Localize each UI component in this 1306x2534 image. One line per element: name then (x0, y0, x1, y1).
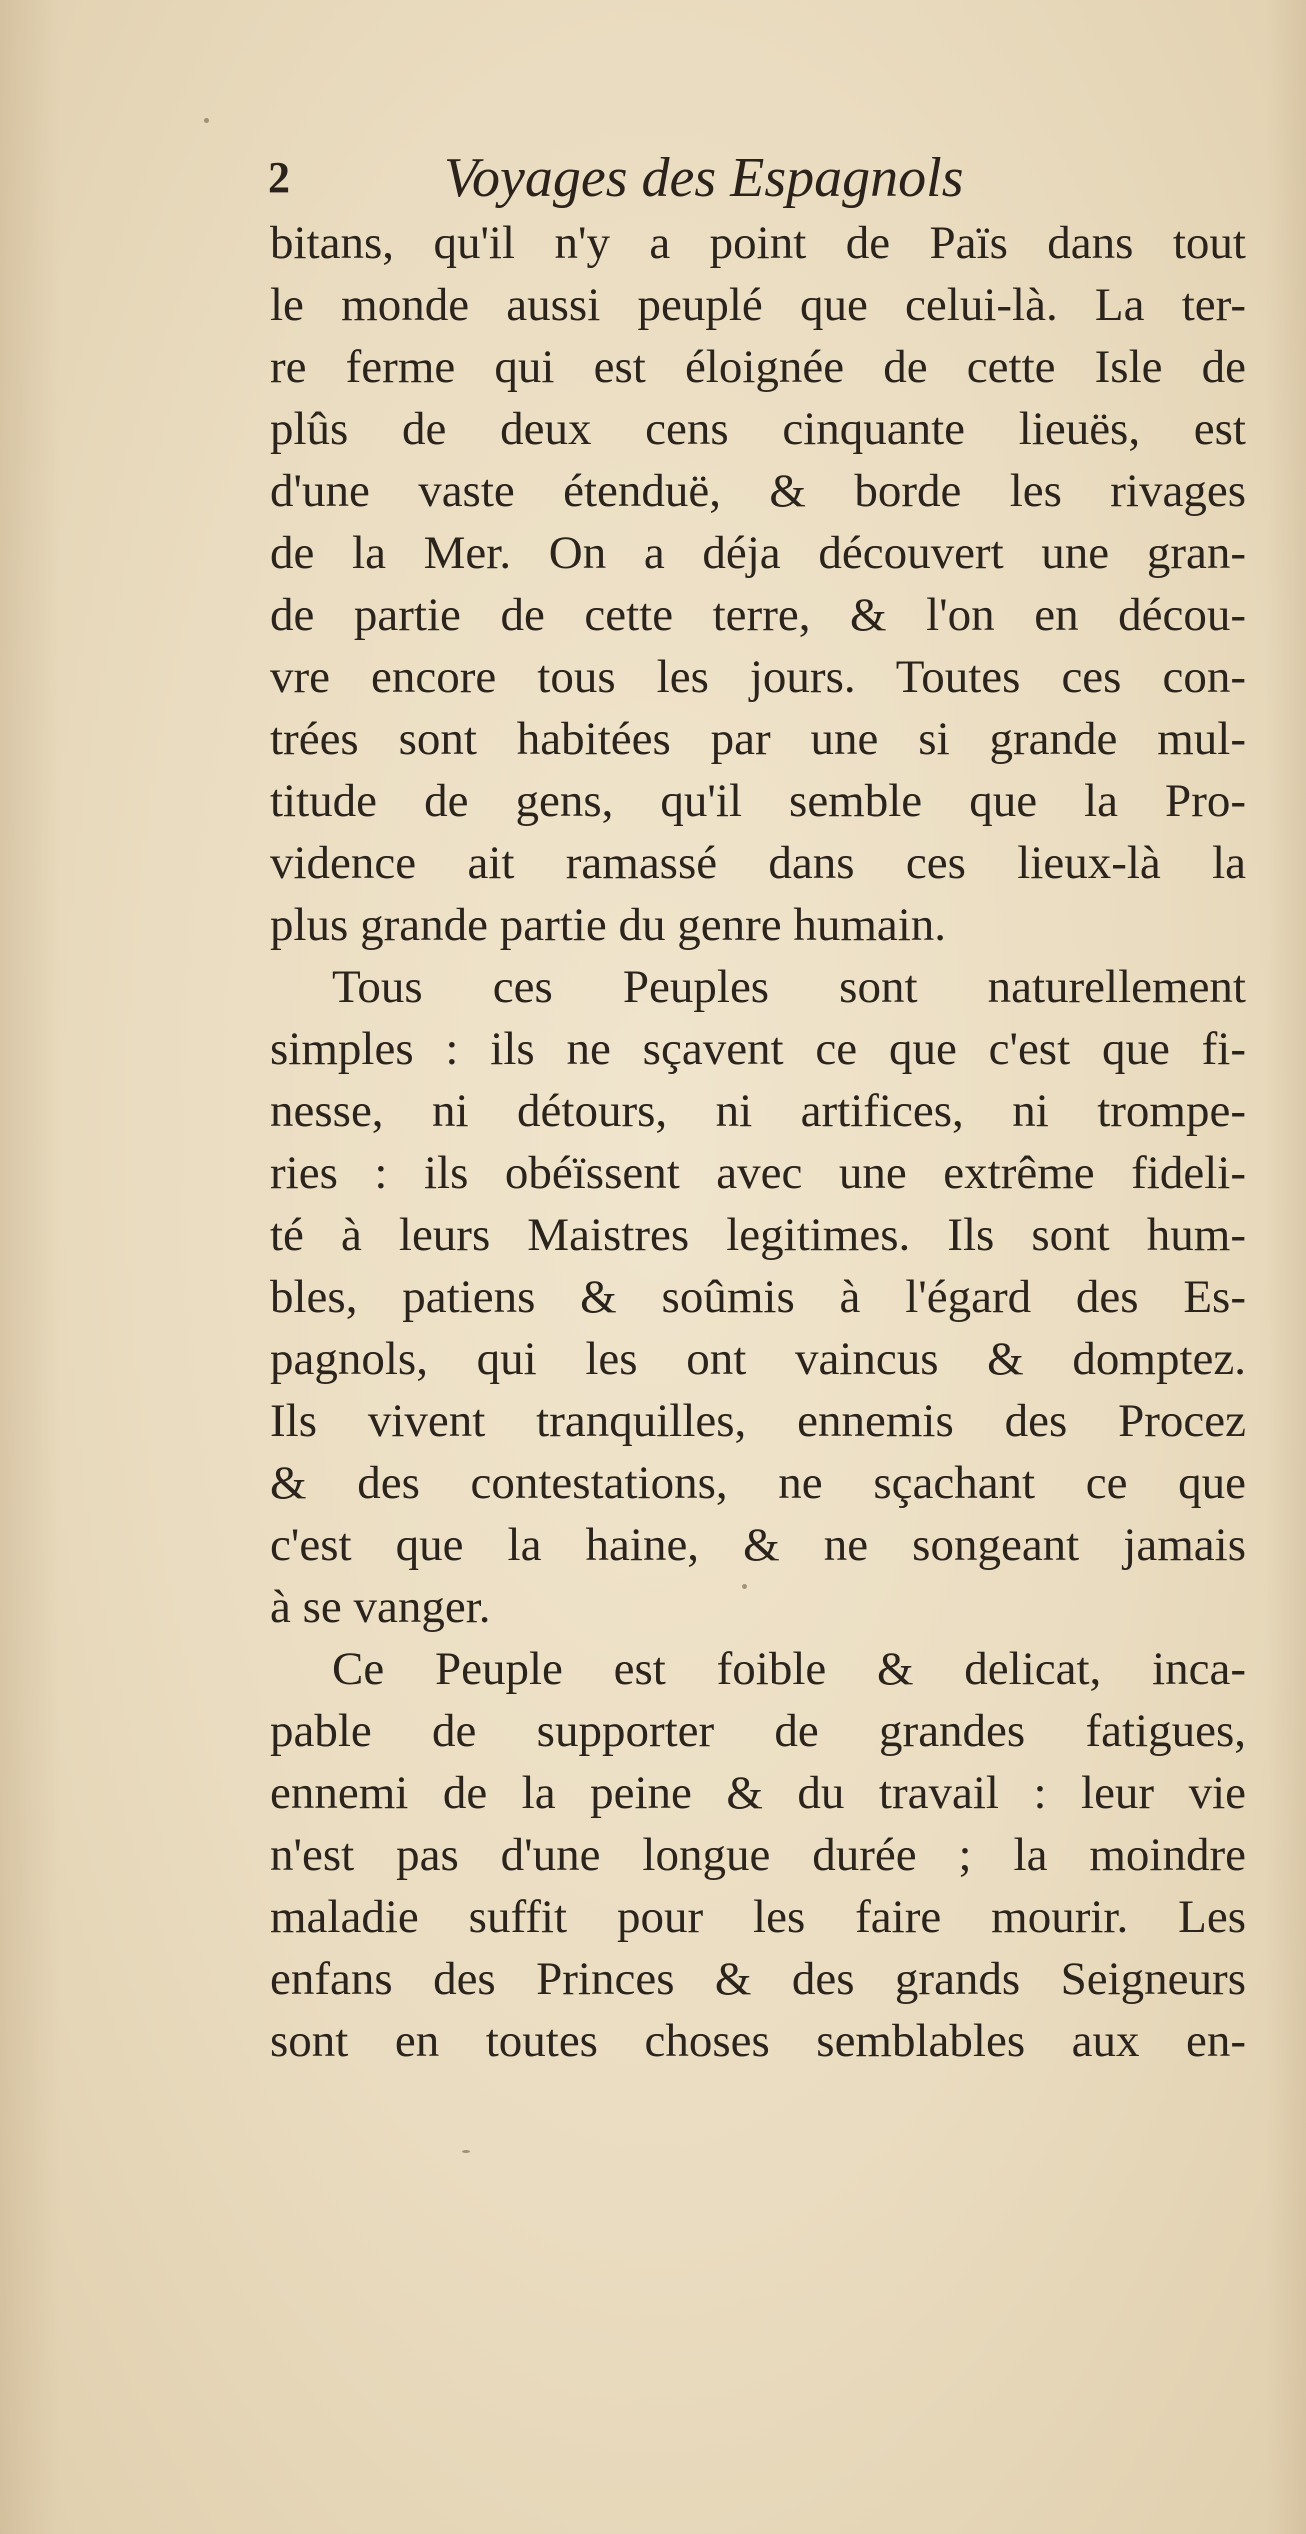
paragraph-first-line: Tous ces Peuples sont naturellement (332, 961, 1246, 1013)
text-line: nesse, ni détours, ni artifices, ni trompe- (270, 1085, 1246, 1137)
text-line: bles, patiens & soûmis à l'égard des Es- (270, 1271, 1246, 1323)
text-line: de partie de cette terre, & l'on en décou- (270, 589, 1246, 641)
text-line: & des contestations, ne sçachant ce que (270, 1457, 1246, 1509)
text-line: simples : ils ne sçavent ce que c'est que fi- (270, 1023, 1246, 1075)
text-line: plus grande partie du genre humain. (270, 899, 947, 951)
page-gutter-shadow (0, 0, 60, 2534)
text-line: n'est pas d'une longue durée ; la moindre (270, 1829, 1246, 1881)
text-line: le monde aussi peuplé que celui-là. La ter- (270, 279, 1246, 331)
paragraph-first-line: Ce Peuple est foible & delicat, inca- (332, 1643, 1246, 1695)
text-line: Ils vivent tranquilles, ennemis des Procez (270, 1395, 1246, 1447)
text-line: pagnols, qui les ont vaincus & domptez. (270, 1333, 1246, 1385)
body-text (270, 212, 1246, 2072)
text-line: vidence ait ramassé dans ces lieux-là la (270, 837, 1246, 889)
text-line: ennemi de la peine & du travail : leur vie (270, 1767, 1246, 1819)
text-line: trées sont habitées par une si grande mul- (270, 713, 1246, 765)
running-title: Voyages des Espagnols (444, 147, 964, 209)
text-line: bitans, qu'il n'y a point de Païs dans tout (270, 217, 1246, 269)
text-line: de la Mer. On a déja découvert une gran- (270, 527, 1246, 579)
text-line: d'une vaste étenduë, & borde les rivages (270, 465, 1246, 517)
text-line: pable de supporter de grandes fatigues, (270, 1705, 1246, 1757)
page-edge-shadow (1266, 0, 1306, 2534)
text-line: re ferme qui est éloignée de cette Isle de (270, 341, 1246, 393)
text-line: vre encore tous les jours. Toutes ces con- (270, 651, 1246, 703)
page-number: 2 (268, 153, 290, 202)
text-line: plûs de deux cens cinquante lieuës, est (270, 403, 1246, 455)
text-line: té à leurs Maistres legitimes. Ils sont hum- (270, 1209, 1246, 1261)
text-line: sont en toutes choses semblables aux en- (270, 2015, 1246, 2067)
text-line: ries : ils obéïssent avec une extrême fideli- (270, 1147, 1246, 1199)
text-line: enfans des Princes & des grands Seigneurs (270, 1953, 1246, 2005)
text-line: c'est que la haine, & ne songeant jamais (270, 1519, 1246, 1571)
paper-speck (204, 118, 209, 123)
text-line: titude de gens, qu'il semble que la Pro- (270, 775, 1246, 827)
paper-speck (462, 2150, 470, 2153)
text-line: maladie suffit pour les faire mourir. Les (270, 1891, 1246, 1943)
text-line: à se vanger. (270, 1581, 491, 1633)
